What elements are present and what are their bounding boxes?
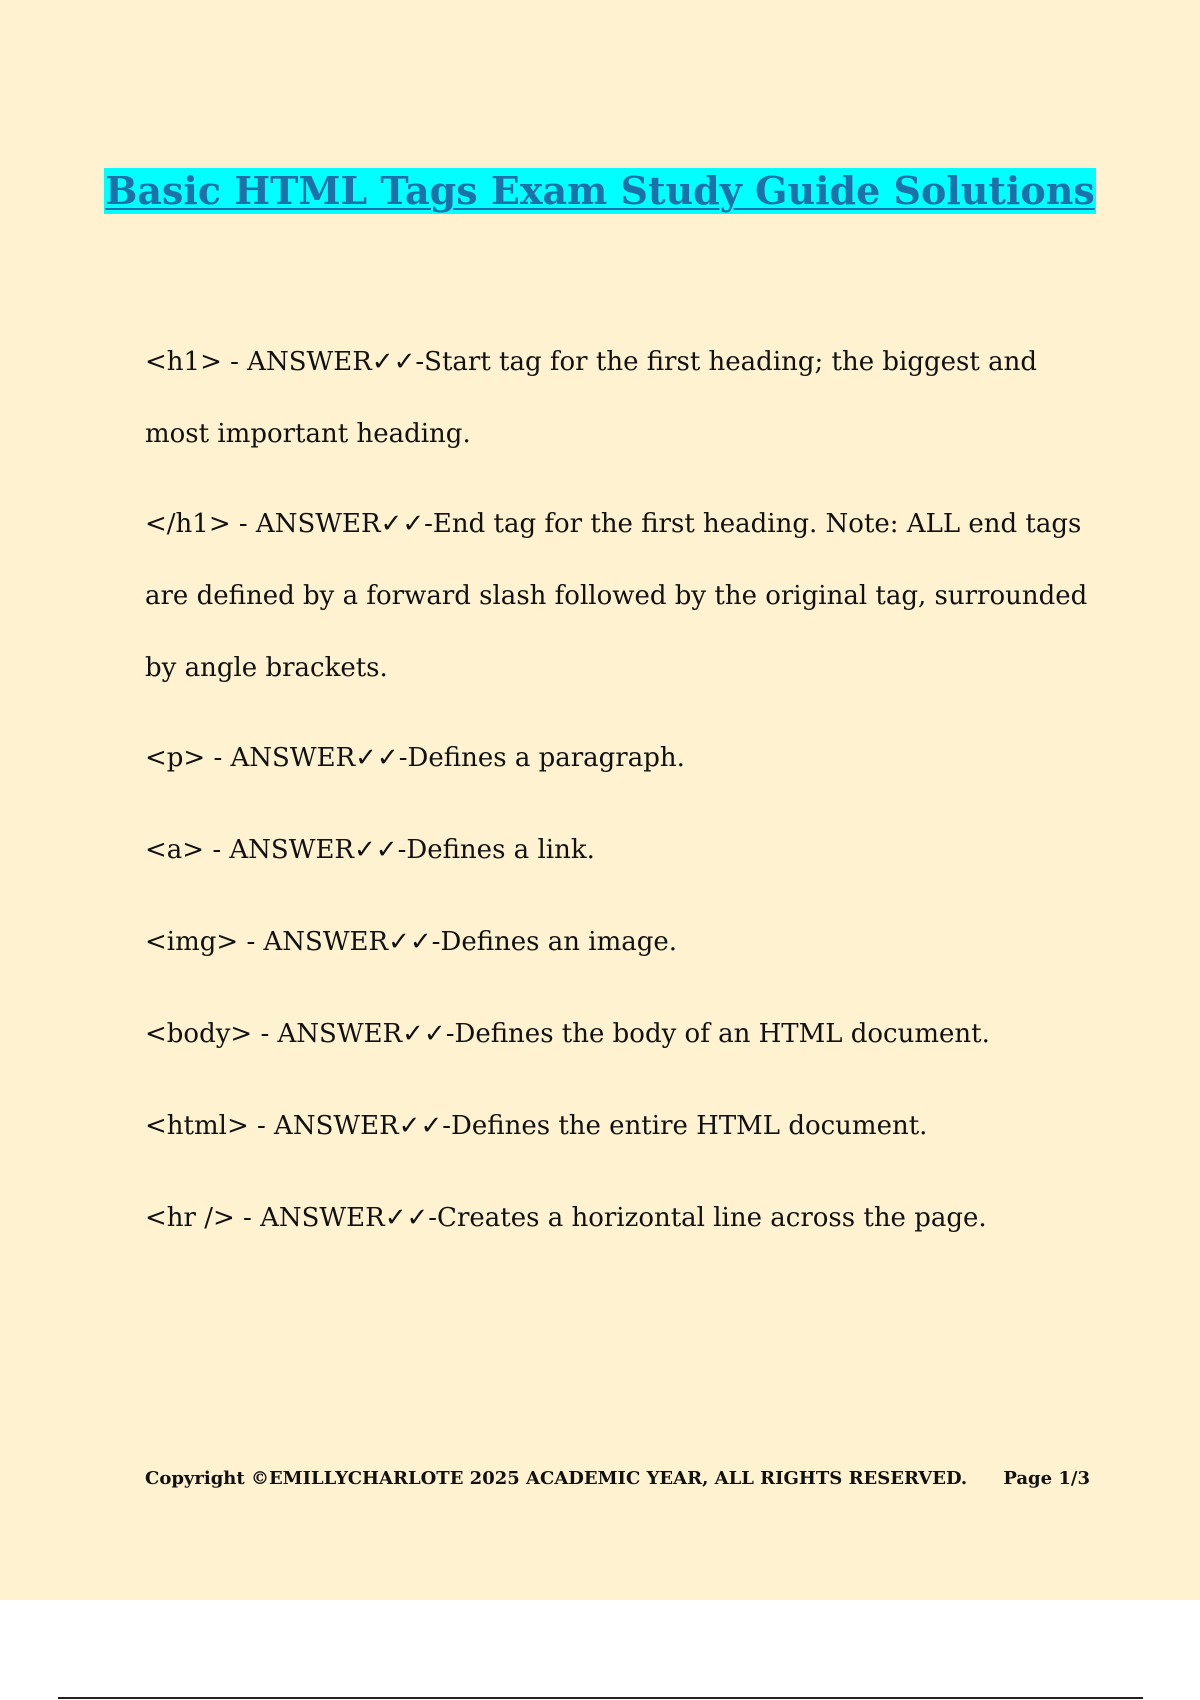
answer-entry-h1-start: <h1> - ANSWER✓✓-Start tag for the first heading; the biggest and most important heading. — [145, 347, 1037, 449]
page-number: Page 1/3 — [1003, 1468, 1090, 1489]
answer-entry-h1-end: </h1> - ANSWER✓✓-End tag for the first heading. Note: ALL end tags are defined by a forward slash followed by the original tag, surrounded by angle brackets. — [145, 509, 1088, 683]
answer-list — [145, 326, 1095, 1274]
bottom-divider — [58, 1697, 1143, 1699]
answer-entry-p: <p> - ANSWER✓✓-Defines a paragraph. — [145, 743, 685, 773]
answer-entry-img: <img> - ANSWER✓✓-Defines an image. — [145, 927, 678, 957]
title-container — [0, 168, 1200, 214]
document-title: Basic HTML Tags Exam Study Guide Solutions — [105, 168, 1095, 213]
answer-entry-html: <html> - ANSWER✓✓-Defines the entire HTML document. — [145, 1111, 928, 1141]
answer-entry-a: <a> - ANSWER✓✓-Defines a link. — [145, 835, 595, 865]
answer-entry-hr: <hr /> - ANSWER✓✓-Creates a horizontal line across the page. — [145, 1203, 987, 1233]
page-footer — [145, 1466, 1090, 1492]
answer-entry-body: <body> - ANSWER✓✓-Defines the body of an HTML document. — [145, 1019, 990, 1049]
copyright-notice: Copyright ©EMILLYCHARLOTE 2025 ACADEMIC YEAR, ALL RIGHTS RESERVED. — [145, 1468, 968, 1489]
